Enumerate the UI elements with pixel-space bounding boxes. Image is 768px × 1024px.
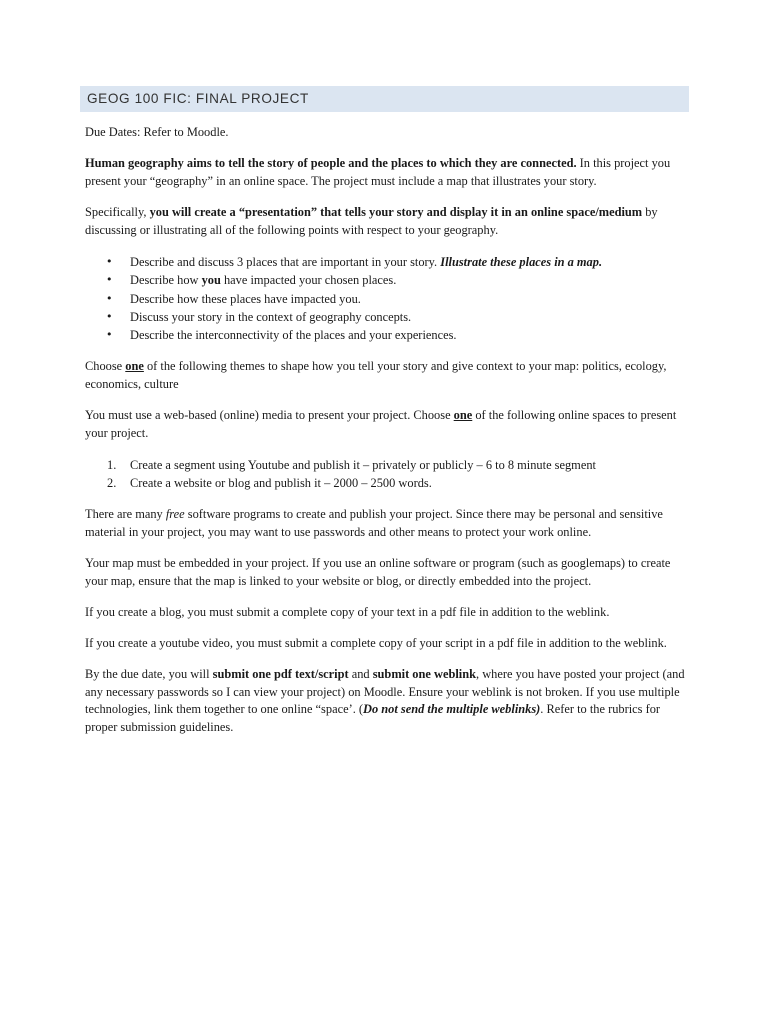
- submit-pdf: submit one pdf text/script: [212, 667, 349, 682]
- themes-rest: of the following themes to shape how you tell your story and give context to your map: politics, ecology, economics, culture: [85, 359, 667, 391]
- point-text: Describe how: [130, 273, 202, 288]
- option-text: Create a segment using Youtube and publish it – privately or publicly – 6 to 8 minute segment: [130, 457, 596, 472]
- document-title: GEOG 100 FIC: FINAL PROJECT: [87, 91, 309, 106]
- specifically-rest: by discussing or illustrating all of the following points with respect to your geography.: [85, 204, 658, 237]
- list-item: [85, 253, 690, 271]
- points-list: [85, 253, 690, 345]
- list-item: [85, 474, 690, 492]
- submit-mid: , where you have posted your project (and any necessary passwords so I can view your project) on Moodle. Ensure your weblink is not broken. If you use multiple technologies, link them together to one online “space’. (: [85, 667, 685, 717]
- submit-lead: By the due date, you will: [85, 667, 213, 682]
- media-lead: You must use a web-based (online) media to present your project. Choose: [85, 408, 454, 423]
- option-number: 2.: [107, 476, 117, 491]
- intro-bold: Human geography aims to tell the story of people and the places to which they are connected.: [85, 156, 577, 171]
- intro-paragraph: [85, 155, 690, 190]
- media-rest: of the following online spaces to present your project.: [85, 408, 677, 440]
- software-rest: software programs to create and publish your project. Since there may be personal and sensitive material in your project, you may want to use passwords and other means to protect your work online.: [85, 507, 663, 539]
- blog-paragraph: If you create a blog, you must submit a complete copy of your text in a pdf file in addition to the weblink.: [85, 604, 610, 619]
- list-item: [85, 271, 690, 289]
- themes-paragraph: [85, 358, 690, 393]
- point-bold: you: [201, 273, 221, 288]
- map-embed-paragraph: Your map must be embedded in your project. If you use an online software or program (such as googlemaps) to create your map, ensure that the map is linked to your website or blog, or directly embedded into the project.: [85, 556, 671, 588]
- specifically-lead: Specifically,: [85, 204, 150, 219]
- specifically-bold: you will create a “presentation” that tells your story and display it in an online space/medium: [149, 204, 643, 219]
- themes-lead: Choose: [85, 359, 126, 374]
- themes-one: one: [125, 359, 144, 374]
- software-free: free: [165, 507, 185, 522]
- intro-rest: In this project you present your “geography” in an online space. The project must include a map that illustrates your story.: [85, 156, 671, 188]
- specifically-paragraph: [85, 204, 690, 239]
- submit-warning: Do not send the multiple weblinks): [363, 702, 541, 717]
- software-paragraph: [85, 506, 690, 541]
- point-emphasis: Illustrate these places in a map.: [440, 254, 603, 269]
- list-item: [85, 456, 690, 474]
- list-item: • Describe how these places have impacted you.: [85, 290, 690, 308]
- youtube-paragraph: If you create a youtube video, you must submit a complete copy of your script in a pdf file in addition to the weblink.: [85, 636, 667, 651]
- option-text: Create a website or blog and publish it – 2000 – 2500 words.: [130, 476, 432, 491]
- list-item: • Discuss your story in the context of geography concepts.: [85, 308, 690, 326]
- submit-weblink: submit one weblink: [372, 667, 477, 682]
- option-number: 1.: [107, 457, 117, 472]
- title-banner: [80, 86, 689, 112]
- document-body: [85, 124, 690, 737]
- list-item: • Describe the interconnectivity of the places and your experiences.: [85, 326, 690, 344]
- options-list: [85, 456, 690, 493]
- point-text: have impacted your chosen places.: [220, 273, 397, 288]
- submit-rest: . Refer to the rubrics for proper submission guidelines.: [85, 702, 661, 735]
- media-paragraph: [85, 407, 690, 442]
- software-lead: There are many: [85, 507, 166, 522]
- due-dates-paragraph: Due Dates: Refer to Moodle.: [85, 125, 229, 139]
- submit-paragraph: [85, 666, 690, 736]
- point-text: Describe and discuss 3 places that are important in your story.: [130, 254, 441, 269]
- submit-and: and: [348, 667, 373, 682]
- media-one: one: [453, 408, 473, 423]
